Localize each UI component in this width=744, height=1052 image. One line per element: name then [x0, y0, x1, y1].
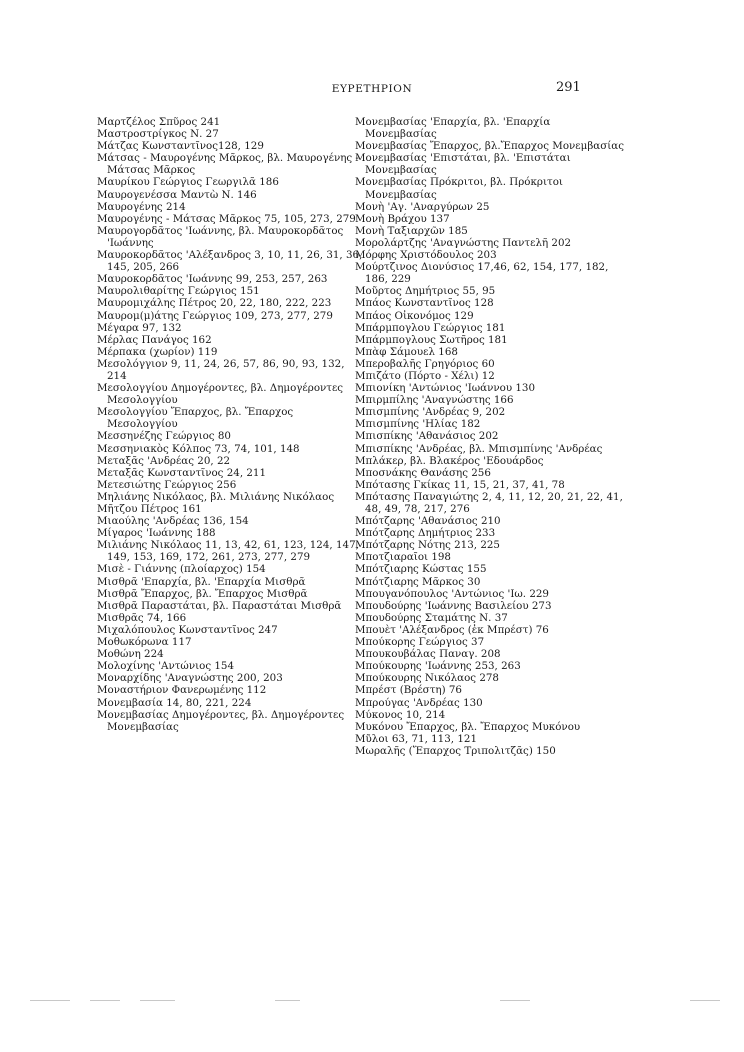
index-entry: Μαυρογένης 214: [97, 200, 186, 213]
index-entry: Μαστροστρίγκος Ν. 27: [97, 128, 219, 141]
index-entry: Μπεροβαλῆς Γρηγόριος 60: [355, 357, 495, 370]
index-entry: Μπάος Οἰκονόμος 129: [355, 309, 474, 322]
index-entry: Μεσολογγίου Δημογέροντες, βλ. Δημογέροντες Μεσολογγίου: [97, 382, 344, 407]
index-entry: Μπούκουρης Νικόλαος 278: [355, 672, 499, 685]
index-entry: Μιλιάνης Νικόλαος 11, 13, 42, 61, 123, 124, 147, 149, 153, 169, 172, 261, 273, 277, 279: [97, 539, 359, 564]
index-entry: Μπισπίκης 'Αθανάσιος 202: [355, 430, 499, 443]
page-number: 291: [556, 80, 581, 95]
index-entry: Μονὴ 'Αγ. 'Αναργύρων 25: [355, 200, 490, 213]
index-entry: Μπότζαρης Νότης 213, 225: [355, 539, 500, 552]
index-entry: Μετεσιώτης Γεώργιος 256: [97, 478, 237, 491]
index-entry: Μαυρομιχάλης Πέτρος 20, 22, 180, 222, 223: [97, 297, 332, 310]
index-entry: Μπουὲτ 'Αλέξανδρος (ἐκ Μπρέστ) 76: [355, 623, 549, 636]
index-entry: Μπρούγας 'Ανδρέας 130: [355, 696, 483, 709]
index-entry: Μονεμβασίας Δημογέροντες, βλ. Δημογέροντες Μονεμβασίας: [97, 708, 345, 733]
index-entry: Μονεμβασίας Ἔπαρχος, βλ.Ἔπαρχος Μονεμβασίας: [355, 140, 625, 153]
index-entry: Μοναστήριον Φανερωμένης 112: [97, 684, 267, 697]
index-entry: Μέρπακα (χωρίον) 119: [97, 345, 218, 358]
index-entry: Μονεμβασίας Πρόκριτοι, βλ. Πρόκριτοι Μονεμβασίας: [355, 176, 563, 201]
index-entry: Μύκονος 10, 214: [355, 708, 446, 721]
index-entry: Μοθωκόρωνα 117: [97, 636, 192, 649]
index-entry: Μαυρογενέσσα Μαντὼ Ν. 146: [97, 188, 257, 201]
index-entry: Μιαούλης 'Ανδρέας 136, 154: [97, 515, 249, 528]
index-entry: Μοναρχίδης 'Αναγνώστης 200, 203: [97, 672, 283, 685]
index-column-left: [97, 116, 367, 733]
index-entry: Μοθώνη 224: [97, 648, 164, 661]
index-entry: Μεσολόγγιον 9, 11, 24, 26, 57, 86, 90, 93, 132, 214: [97, 357, 345, 382]
index-entry: Μοῦρτος Δημήτριος 55, 95: [355, 285, 496, 298]
index-entry: Μισὲ - Γιάννης (πλοίαρχος) 154: [97, 563, 266, 576]
index-entry: Μεσσηνιακὸς Κόλπος 73, 74, 101, 148: [97, 442, 300, 455]
index-entry: Μπούκουρης 'Ιωάννης 253, 263: [355, 660, 521, 673]
index-entry: Μισθρᾶ Παραστάται, βλ. Παραστάται Μισθρᾶ: [97, 599, 342, 612]
index-entry: Μπισμπίνης 'Ανδρέας 9, 202: [355, 406, 506, 419]
index-entry: Μπότασης Γκίκας 11, 15, 21, 37, 41, 78: [355, 478, 565, 491]
index-entry: Μπότζιαρης Μᾶρκος 30: [355, 575, 481, 588]
index-entry: Μπιρμπίλης 'Αναγνώστης 166: [355, 394, 514, 407]
index-entry: Μπουγανόπουλος 'Αντώνιος 'Ιω. 229: [355, 587, 549, 600]
index-entry: Μαυρομ(μ)άτης Γεώργιος 109, 273, 277, 279: [97, 309, 333, 322]
index-entry: Μηλιάνης Νικόλαος, βλ. Μιλιάνης Νικόλαος: [97, 490, 335, 503]
index-entry: Μπιζάτο (Πόρτο - Χέλι) 12: [355, 369, 495, 382]
index-entry: Μόρφης Χριστόδουλος 203: [355, 249, 497, 262]
index-entry: Μπουδούρης Σταμάτης Ν. 37: [355, 611, 508, 624]
index-entry: Μεταξᾶς 'Ανδρέας 20, 22: [97, 454, 231, 467]
index-entry: Μπότζιαρης Κώστας 155: [355, 563, 487, 576]
index-entry: Μῦλοι 63, 71, 113, 121: [355, 732, 477, 745]
index-entry: Μποσνάκης Θανάσης 256: [355, 466, 491, 479]
index-entry: Μάτζας Κωνσταντῖνος128, 129: [97, 140, 264, 153]
index-entry: Μεταξᾶς Κωνσταντῖνος 24, 211: [97, 466, 267, 479]
index-entry: Μέγαρα 97, 132: [97, 321, 182, 334]
scan-edge-marks: [30, 1000, 720, 1002]
index-entry: Μπότασης Παναγιώτης 2, 4, 11, 12, 20, 21, 22, 41, 48, 49, 78, 217, 276: [355, 490, 623, 515]
index-entry: Μαυροκορδᾶτος 'Αλέξανδρος 3, 10, 11, 26, 31, 36, 145, 205, 266: [97, 249, 363, 274]
index-entry: Μπότζαρης 'Αθανάσιος 210: [355, 515, 501, 528]
index-entry: Μίγαρος 'Ιωάννης 188: [97, 527, 216, 540]
index-entry: Μαυρίκου Γεώργιος Γεωργιλᾶ 186: [97, 176, 279, 189]
index-entry: Μέρλας Πανάγος 162: [97, 333, 212, 346]
index-entry: Μορολάρτζης 'Αναγνώστης Παντελῆ 202: [355, 236, 572, 249]
index-entry: Μιχαλόπουλος Κωνσταντῖνος 247: [97, 623, 278, 636]
index-entry: Μυκόνου Ἔπαρχος, βλ. Ἔπαρχος Μυκόνου: [355, 720, 581, 733]
index-entry: Μισθρᾶ 'Επαρχία, βλ. 'Επαρχία Μισθρᾶ: [97, 575, 306, 588]
index-entry: Μπὰφ Σάμουελ 168: [355, 345, 458, 358]
index-entry: Μπλάκερ, βλ. Βλακέρος 'Εδουάρδος: [355, 454, 544, 467]
index-entry: Μπούκορης Γεώργιος 37: [355, 636, 485, 649]
index-entry: Μπουκουβάλας Παναγ. 208: [355, 648, 501, 661]
index-entry: Μονεμβασία 14, 80, 221, 224: [97, 696, 252, 709]
index-entry: Μάτσας - Μαυρογένης Μᾶρκος, βλ. Μαυρογένης - Μάτσας Μᾶρκος: [97, 152, 359, 177]
index-entry: Μπότζαρης Δημήτριος 233: [355, 527, 496, 540]
index-entry: Μποτζιαραῖοι 198: [355, 551, 451, 564]
index-entry: Μαυρολιθαρίτης Γεώργιος 151: [97, 285, 260, 298]
index-entry: Μωραλῆς (Ἔπαρχος Τριπολιτζᾶς) 150: [355, 744, 556, 757]
index-entry: Μῆτζου Πέτρος 161: [97, 503, 202, 515]
index-entry: Μπάρμπογλους Σωτῆρος 181: [355, 333, 508, 346]
index-entry: Μούρτζινος Διονύσιος 17,46, 62, 154, 177, 182, 186, 229: [355, 261, 609, 286]
index-entry: Μπρέστ (Βρέστη) 76: [355, 684, 462, 697]
index-entry: Μαυροκορδᾶτος 'Ιωάννης 99, 253, 257, 263: [97, 273, 328, 286]
index-entry: Μαυρογορδᾶτος 'Ιωάννης, βλ. Μαυροκορδᾶτος 'Ιωάννης: [97, 224, 344, 249]
index-entry: Μονεμβασίας 'Επιστάται, βλ. 'Επιστάται Μονεμβασίας: [355, 152, 571, 177]
index-entry: Μπισπίκης 'Ανδρέας, βλ. Μπισμπίνης 'Ανδρέας: [355, 442, 603, 455]
index-entry: Μπάρμπογλου Γεώργιος 181: [355, 321, 506, 334]
index-entry: Μισθρᾶ Ἔπαρχος, βλ. Ἔπαρχος Μισθρᾶ: [97, 587, 308, 600]
index-entry: Μεσσηνέζης Γεώργιος 80: [97, 430, 231, 443]
index-entry: Μαυρογένης - Μάτσας Μᾶρκος 75, 105, 273, 279: [97, 212, 356, 225]
running-header-title: ΕΥΡΕΤΗΡΙΟΝ: [331, 83, 413, 95]
index-entry: Μονὴ Ταξιαρχῶν 185: [355, 224, 468, 237]
index-entry: Μπισμπίνης 'Ηλίας 182: [355, 418, 481, 431]
index-entry: Μεσολογγίου Ἔπαρχος, βλ. Ἔπαρχος Μεσολογγίου: [97, 406, 294, 431]
index-entry: Μονεμβασίας 'Επαρχία, βλ. 'Επαρχία Μονεμβασίας: [355, 116, 551, 141]
index-entry: Μπουδούρης 'Ιωάννης Βασιλείου 273: [355, 599, 552, 612]
index-entry: Μονὴ Βράχου 137: [355, 212, 450, 225]
index-entry: Μπιονίκη 'Αντώνιος 'Ιωάννου 130: [355, 382, 536, 395]
index-entry: Μολοχίνης 'Αντώνιος 154: [97, 660, 235, 673]
index-entry: Μπάος Κωνσταντῖνος 128: [355, 297, 494, 310]
index-entry: Μαρτζέλος Σπῦρος 241: [97, 116, 221, 128]
index-column-right: [355, 116, 625, 757]
index-entry: Μισθρᾶς 74, 166: [97, 611, 187, 624]
